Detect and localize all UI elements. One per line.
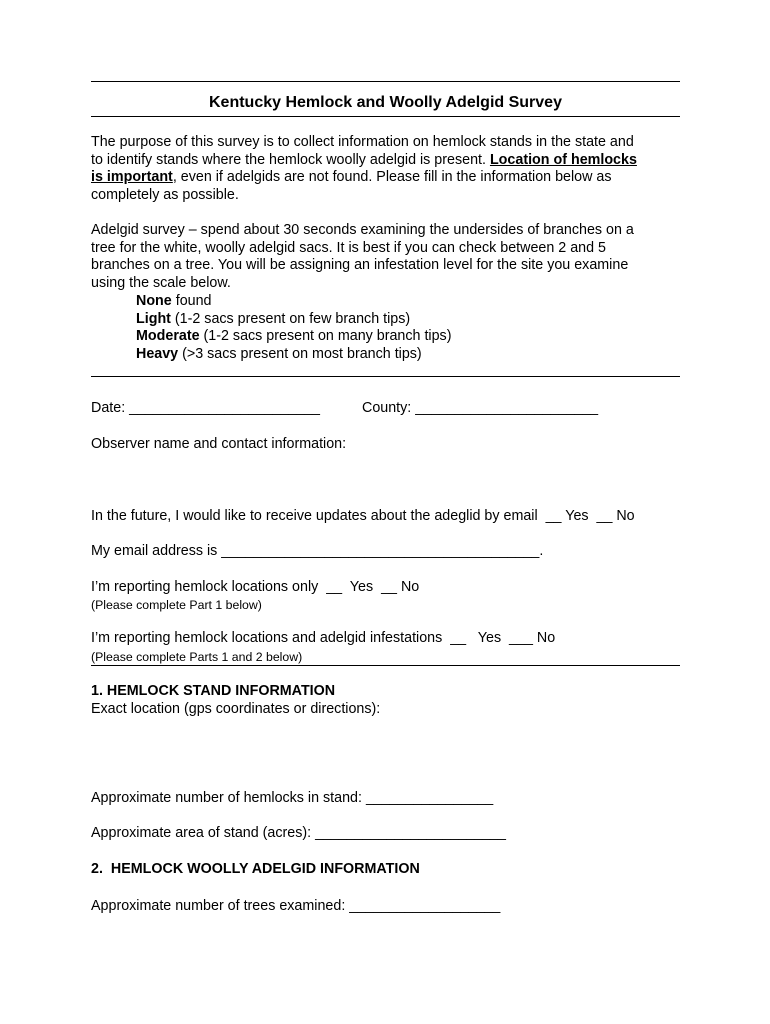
adelgid-survey-paragraph: Adelgid survey – spend about 30 seconds examining the undersides of branches on a tree for the white, woolly adelgid sacs. It is best if you can check between 2 and 5 branches on a tree. You will be assigning an infestation level for the site you examine using the scale below. — [91, 222, 634, 291]
exact-location-field[interactable]: Exact location (gps coordinates or directions): — [91, 701, 381, 717]
observer-info-field[interactable]: Observer name and contact information: — [91, 436, 347, 452]
stand-area-field[interactable]: Approximate area of stand (acres): ________________________ — [91, 825, 506, 841]
section-2-heading: 2. HEMLOCK WOOLLY ADELGID INFORMATION — [91, 861, 420, 877]
title-rule — [91, 116, 680, 117]
report-infestations-choice[interactable]: I’m reporting hemlock locations and adelgid infestations __ Yes ___ No — [91, 630, 556, 646]
report-locations-note: (Please complete Part 1 below) — [91, 598, 262, 612]
purpose-line-2: to identify stands where the hemlock woolly adelgid is present. Location of hemlocks — [91, 151, 637, 168]
email-address-field[interactable]: My email address is ________________________________________. — [91, 543, 544, 559]
report-locations-choice[interactable]: I’m reporting hemlock locations only __ Yes __ No — [91, 579, 420, 595]
num-hemlocks-field[interactable]: Approximate number of hemlocks in stand: ________________ — [91, 790, 494, 806]
date-field[interactable]: Date: ________________________ — [91, 400, 320, 416]
scale-light: Light (1-2 sacs present on few branch tips) — [136, 311, 411, 327]
purpose-line-3: is important, even if adelgids are not found. Please fill in the information below as — [91, 169, 612, 186]
location-important-emphasis: Location of hemlocks — [489, 151, 637, 168]
section-1-heading: 1. HEMLOCK STAND INFORMATION — [91, 683, 336, 699]
page-title: Kentucky Hemlock and Woolly Adelgid Survey — [209, 94, 562, 111]
divider-rule-1 — [91, 376, 680, 377]
divider-rule-2 — [91, 665, 680, 666]
trees-examined-field[interactable]: Approximate number of trees examined: ___________________ — [91, 898, 501, 914]
updates-email-choice[interactable]: In the future, I would like to receive updates about the adeglid by email __ Yes __ No — [91, 508, 635, 524]
purpose-line-4: completely as possible. — [91, 186, 239, 203]
purpose-line-1: The purpose of this survey is to collect information on hemlock stands in the state and — [91, 134, 634, 150]
scale-heavy: Heavy (>3 sacs present on most branch tips) — [136, 346, 422, 362]
scale-none: None found — [136, 293, 212, 309]
report-infestations-note: (Please complete Parts 1 and 2 below) — [91, 650, 303, 664]
top-rule — [91, 81, 680, 82]
scale-moderate: Moderate (1-2 sacs present on many branch tips) — [136, 328, 452, 344]
purpose-paragraph — [91, 134, 681, 204]
county-field[interactable]: County: _______________________ — [362, 400, 599, 416]
